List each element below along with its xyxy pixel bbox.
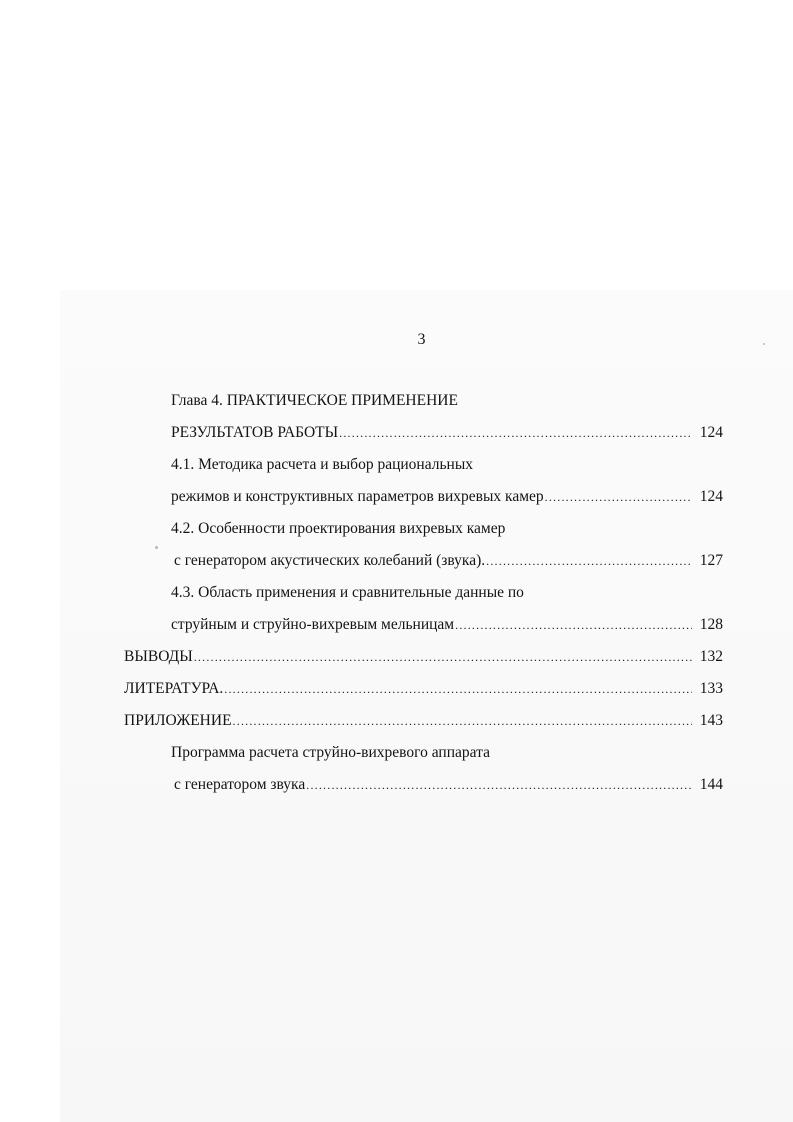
toc-chapter4-title-line1: Глава 4. ПРАКТИЧЕСКОЕ ПРИМЕНЕНИЕ: [171, 392, 458, 409]
scan-speck: [155, 546, 158, 549]
toc-appendix-entry: [124, 711, 723, 731]
toc-chapter4-entry: [171, 423, 723, 443]
dot-leader: [306, 775, 692, 795]
toc-section-4-1-entry: [171, 487, 723, 507]
toc-literature-entry: [124, 679, 723, 699]
toc-appendix-page: 143: [699, 712, 723, 729]
toc-conclusions-entry: [124, 647, 723, 667]
toc-section-4-3-line2: струйным и струйно-вихревым мельницам: [171, 616, 455, 633]
toc-section-4-2-line1: 4.2. Особенности проектирования вихревых камер: [171, 520, 506, 537]
toc-section-4-2-entry: [174, 551, 723, 571]
dot-leader: [194, 647, 692, 667]
scan-speck: [763, 343, 765, 345]
toc-chapter4-page: 124: [699, 424, 723, 441]
dot-leader: [233, 711, 692, 731]
toc-section-4-3-page: 128: [699, 616, 723, 633]
toc-appendix-title: ПРИЛОЖЕНИЕ: [124, 712, 232, 729]
toc-conclusions-title: ВЫВОДЫ: [124, 648, 193, 665]
dot-leader: [486, 551, 692, 571]
toc-program-line2: с генератором звука: [174, 776, 306, 793]
dot-leader: [339, 423, 692, 443]
dot-leader: [224, 679, 692, 699]
toc-section-4-3-entry: [171, 615, 723, 635]
toc-section-4-1-page: 124: [699, 488, 723, 505]
toc-program-page: 144: [699, 776, 723, 793]
toc-chapter4-title-line2: РЕЗУЛЬТАТОВ РАБОТЫ: [171, 424, 339, 441]
dot-leader: [455, 615, 692, 635]
page-number: 3: [417, 331, 426, 348]
toc-section-4-2-page: 127: [699, 552, 723, 569]
toc-literature-title: ЛИТЕРАТУРА.: [124, 680, 224, 697]
toc-program-line1: Программа расчета струйно-вихревого аппарата: [171, 744, 490, 761]
toc-literature-page: 133: [699, 680, 723, 697]
toc-section-4-1-line2: режимов и конструктивных параметров вихревых камер: [171, 488, 544, 505]
toc-conclusions-page: 132: [699, 648, 723, 665]
dot-leader: [545, 487, 692, 507]
toc-section-4-2-line2: с генератором акустических колебаний (звука).: [174, 552, 486, 569]
toc-section-4-1-line1: 4.1. Методика расчета и выбор рациональных: [171, 456, 473, 473]
toc-section-4-3-line1: 4.3. Область применения и сравнительные данные по: [171, 584, 524, 601]
toc-program-entry: [174, 775, 723, 795]
